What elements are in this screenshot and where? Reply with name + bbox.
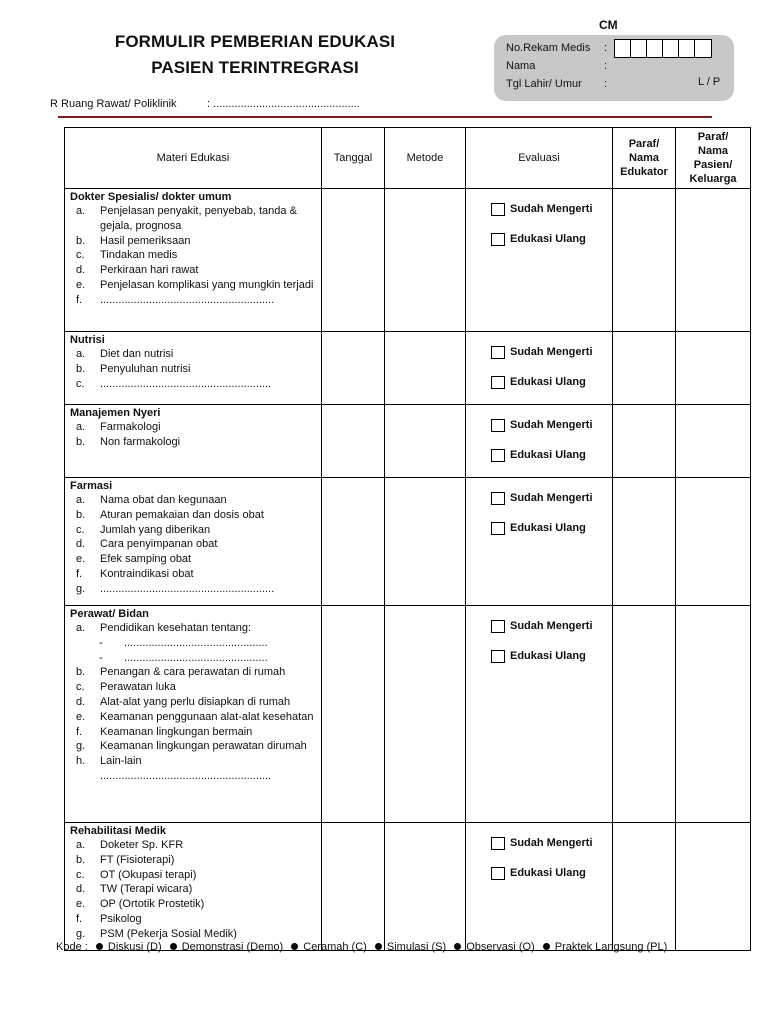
sudah-mengerti-checkbox[interactable]: Sudah Mengerti [491, 490, 612, 506]
sub-item: - ............................................... [99, 636, 268, 649]
list-item: a. Pendidikan kesehatan tentang: [76, 622, 252, 634]
evaluasi-cell [466, 478, 613, 606]
sudah-mengerti-checkbox[interactable]: Sudah Mengerti [491, 201, 612, 217]
evaluasi-cell [466, 823, 613, 951]
section-row-rehabilitasi [65, 823, 751, 951]
kode-legend [56, 941, 667, 953]
list-item: c. Tindakan medis [76, 249, 178, 262]
checkbox-icon [491, 233, 505, 246]
checkbox-icon [491, 522, 505, 535]
paraf-pasien-cell[interactable] [676, 606, 751, 823]
checkbox-icon [491, 867, 505, 880]
list-item: c. Jumlah yang diberikan [76, 523, 211, 536]
edukasi-ulang-checkbox[interactable]: Edukasi Ulang [491, 231, 612, 247]
bullet-icon [454, 943, 461, 950]
list-item: h. Lain-lain [76, 755, 142, 768]
header-evaluasi: Evaluasi [466, 128, 613, 189]
ruang-rawat-value: : ................................................ [207, 98, 360, 110]
edukasi-ulang-checkbox[interactable]: Edukasi Ulang [491, 447, 612, 463]
metode-cell[interactable] [385, 478, 466, 606]
paraf-pasien-cell[interactable] [676, 478, 751, 606]
section-row-nyeri [65, 405, 751, 478]
patient-identity-box [494, 35, 734, 101]
list-item: a. Diet dan nutrisi [76, 348, 174, 360]
header-metode: Metode [385, 128, 466, 189]
list-item: b. Hasil pemeriksaan [76, 234, 191, 247]
tanggal-cell[interactable] [322, 189, 385, 332]
sudah-mengerti-checkbox[interactable]: Sudah Mengerti [491, 835, 612, 851]
section-title: Dokter Spesialis/ dokter umum [70, 191, 232, 203]
evaluasi-cell [466, 606, 613, 823]
metode-cell[interactable] [385, 606, 466, 823]
paraf-pasien-cell[interactable] [676, 823, 751, 951]
list-item: g. Keamanan lingkungan perawatan dirumah [76, 740, 307, 753]
list-item: c. ........................................................ [76, 377, 272, 390]
section-row-dokter [65, 189, 751, 332]
list-item: a. Nama obat dan kegunaan [76, 494, 227, 506]
tanggal-cell[interactable] [322, 405, 385, 478]
list-item: e. Penjelasan komplikasi yang mungkin terjadi [76, 278, 314, 291]
section-row-nutrisi [65, 332, 751, 405]
materi-cell [65, 606, 322, 823]
tanggal-cell[interactable] [322, 332, 385, 405]
list-item: f. ......................................................... [76, 293, 275, 306]
fill-in-dots: ........................................................ [100, 769, 272, 782]
education-table [64, 127, 751, 951]
list-item: e. Keamanan penggunaan alat-alat kesehatan [76, 710, 314, 723]
header-materi: Materi Edukasi [65, 128, 322, 189]
edukasi-ulang-checkbox[interactable]: Edukasi Ulang [491, 520, 612, 536]
sudah-mengerti-checkbox[interactable]: Sudah Mengerti [491, 618, 612, 634]
paraf-edukator-cell[interactable] [613, 823, 676, 951]
bullet-icon [375, 943, 382, 950]
list-item: g. ......................................................... [76, 582, 275, 595]
section-title: Nutrisi [70, 334, 105, 346]
paraf-edukator-cell[interactable] [613, 405, 676, 478]
rekam-medis-digit-boxes[interactable] [614, 39, 712, 58]
paraf-edukator-cell[interactable] [613, 606, 676, 823]
kode-item: Observasi (O) [466, 941, 535, 953]
sub-item: - ............................................... [99, 651, 268, 664]
ruang-rawat-label: R Ruang Rawat/ Poliklinik [50, 98, 177, 110]
list-item: b. Penyuluhan nutrisi [76, 362, 191, 375]
colon: : [604, 60, 608, 72]
bullet-icon [170, 943, 177, 950]
edukasi-ulang-checkbox[interactable]: Edukasi Ulang [491, 374, 612, 390]
materi-cell [65, 478, 322, 606]
paraf-edukator-cell[interactable] [613, 189, 676, 332]
list-item: d. Cara penyimpanan obat [76, 538, 218, 551]
header-tanggal: Tanggal [322, 128, 385, 189]
tanggal-cell[interactable] [322, 606, 385, 823]
list-item: d. TW (Terapi wicara) [76, 883, 193, 896]
list-item: c. Perawatan luka [76, 681, 176, 694]
checkbox-icon [491, 620, 505, 633]
checkbox-icon [491, 419, 505, 432]
paraf-pasien-cell[interactable] [676, 332, 751, 405]
metode-cell[interactable] [385, 332, 466, 405]
kode-item: Ceramah (C) [303, 941, 367, 953]
checkbox-icon [491, 492, 505, 505]
list-item: b. Penangan & cara perawatan di rumah [76, 666, 286, 679]
tanggal-cell[interactable] [322, 478, 385, 606]
checkbox-icon [491, 837, 505, 850]
rekam-medis-label: No.Rekam Medis [506, 42, 591, 54]
checkbox-icon [491, 449, 505, 462]
metode-cell[interactable] [385, 823, 466, 951]
list-item: b. Aturan pemakaian dan dosis obat [76, 508, 264, 521]
list-item: c. OT (Okupasi terapi) [76, 868, 197, 881]
table-header-row [65, 128, 751, 189]
section-row-farmasi [65, 478, 751, 606]
list-item: f. Kontraindikasi obat [76, 567, 194, 580]
kode-label: Kode : [56, 941, 88, 953]
ruang-rawat-field[interactable] [50, 98, 360, 110]
colon: : [604, 78, 608, 90]
cm-label: CM [599, 18, 618, 32]
list-item: a. Penjelasan penyakit, penyebab, tanda & gejala, prognosa [76, 205, 297, 232]
section-title: Farmasi [70, 480, 113, 492]
nama-label: Nama [506, 60, 536, 72]
list-item: f. Keamanan lingkungan bermain [76, 725, 253, 738]
colon: : [604, 42, 608, 54]
section-title: Manajemen Nyeri [70, 407, 161, 419]
header-paraf-edukator: Paraf/ Nama Edukator [613, 128, 676, 189]
materi-cell [65, 823, 322, 951]
tgl-lahir-label: Tgl Lahir/ Umur [506, 78, 582, 90]
list-item: d. Alat-alat yang perlu disiapkan di rumah [76, 695, 291, 708]
form-title-line2: PASIEN TERINTREGRASI [151, 58, 359, 77]
list-item: b. Non farmakologi [76, 435, 181, 448]
form-title-line1: FORMULIR PEMBERIAN EDUKASI [114, 32, 396, 51]
sudah-mengerti-checkbox[interactable]: Sudah Mengerti [491, 344, 612, 360]
section-title: Perawat/ Bidan [70, 608, 149, 620]
list-item: e. OP (Ortotik Prostetik) [76, 898, 205, 911]
paraf-pasien-cell[interactable] [676, 189, 751, 332]
materi-cell [65, 332, 322, 405]
kode-item: Praktek Langsung (PL) [554, 941, 668, 953]
list-item: e. Efek samping obat [76, 553, 192, 566]
header-divider [58, 116, 712, 118]
list-item: g. PSM (Pekerja Sosial Medik) [76, 927, 237, 940]
bullet-icon [543, 943, 550, 950]
sex-label: L / P [698, 76, 721, 88]
section-row-perawat [65, 606, 751, 823]
checkbox-icon [491, 376, 505, 389]
bullet-icon [291, 943, 298, 950]
materi-cell [65, 189, 322, 332]
evaluasi-cell [466, 332, 613, 405]
kode-item: Demonstrasi (Demo) [181, 941, 284, 953]
checkbox-icon [491, 650, 505, 663]
kode-item: Diskusi (D) [107, 941, 162, 953]
edukasi-ulang-checkbox[interactable]: Edukasi Ulang [491, 648, 612, 664]
materi-cell [65, 405, 322, 478]
edukasi-ulang-checkbox[interactable]: Edukasi Ulang [491, 865, 612, 881]
evaluasi-cell [466, 405, 613, 478]
tanggal-cell[interactable] [322, 823, 385, 951]
kode-item: Simulasi (S) [386, 941, 447, 953]
metode-cell[interactable] [385, 405, 466, 478]
paraf-edukator-cell[interactable] [613, 478, 676, 606]
section-title: Rehabilitasi Medik [70, 825, 166, 837]
list-item: b. FT (Fisioterapi) [76, 853, 175, 866]
paraf-pasien-cell[interactable] [676, 405, 751, 478]
list-item: d. Perkiraan hari rawat [76, 264, 199, 277]
list-item: a. Farmakologi [76, 421, 161, 433]
bullet-icon [96, 943, 103, 950]
checkbox-icon [491, 203, 505, 216]
evaluasi-cell [466, 189, 613, 332]
metode-cell[interactable] [385, 189, 466, 332]
header-paraf-pasien: Paraf/ Nama Pasien/ Keluarga [676, 128, 751, 189]
list-item: a. Doketer Sp. KFR [76, 839, 184, 851]
paraf-edukator-cell[interactable] [613, 332, 676, 405]
checkbox-icon [491, 346, 505, 359]
list-item: f. Psikolog [76, 912, 142, 925]
sudah-mengerti-checkbox[interactable]: Sudah Mengerti [491, 417, 612, 433]
